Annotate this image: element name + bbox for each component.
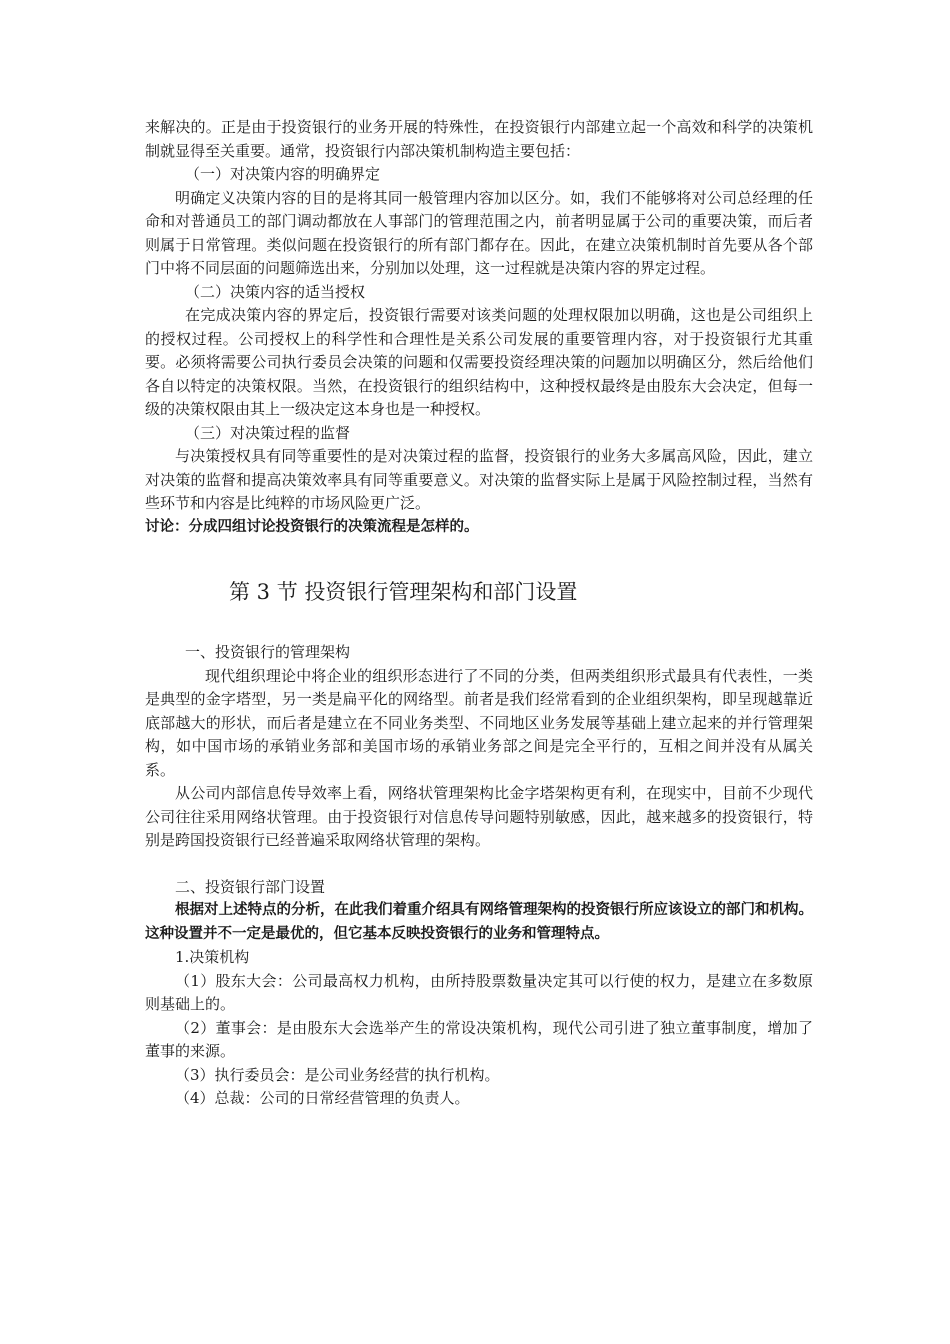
list-item-executive-committee: （3）执行委员会：是公司业务经营的执行机构。 xyxy=(175,1065,500,1084)
section-heading-departments: 二、投资银行部门设置 xyxy=(175,877,326,896)
subheading-1: （一）对决策内容的明确界定 xyxy=(185,165,381,183)
paragraph-departments-intro: 根据对上述特点的分析，在此我们着重介绍具有网络管理架构的投资银行所应该设立的部门和机构。这种设置并不一定是最优的，但它基本反映投资银行的业务和管理特点。 xyxy=(145,902,813,942)
paragraph-org-theory: 现代组织理论中将企业的组织形态进行了不同的分类，但两类组织形式最具有代表性，一类是典型的金字塔型，另一类是扁平化的网络型。前者是我们经常看到的企业组织架构，即呈现越靠近底部越大的形状，而后者是建立在不同业务类型、不同地区业务发展等基础上建立起来的并行管理架构，如中国市场的承销业务部和美国市场的承销业务部之间是完全平行的，互相之间并没有从属关系。 xyxy=(145,666,813,779)
subheading-2: （二）决策内容的适当授权 xyxy=(185,282,366,301)
paragraph-supervision: 与决策授权具有同等重要性的是对决策过程的监督，投资银行的业务大多属高风险，因此，建立对决策的监督和提高决策效率具有同等重要意义。对决策的监督实际上是属于风险控制过程，当然有些环节和内容是比纯粹的市场风险更广泛。 xyxy=(145,447,813,512)
section-heading-architecture: 一、投资银行的管理架构 xyxy=(185,643,351,661)
list-heading-decision-bodies: 1.决策机构 xyxy=(175,948,250,966)
subheading-3: （三）对决策过程的监督 xyxy=(185,423,351,442)
paragraph-network-structure: 从公司内部信息传导效率上看，网络状管理架构比金字塔架构更有利，在现实中，目前不少现代公司往往采用网络状管理。由于投资银行对信息传导问题特别敏感，因此，越来越多的投资银行，特别是跨国投资银行已经普遍采取网络状管理的架构。 xyxy=(145,784,813,849)
section-title: 第 3 节 投资银行管理架构和部门设置 xyxy=(229,580,578,604)
list-item-shareholders: （1）股东大会：公司最高权力机构，由所持股票数量决定其可以行使的权力，是建立在多数原则基础上的。 xyxy=(145,971,813,1013)
paragraph-definition: 明确定义决策内容的目的是将其同一般管理内容加以区分。如，我们不能够将对公司总经理的任命和对普通员工的部门调动都放在人事部门的管理范围之内，前者明显属于公司的重要决策，而后者则属于日常管理。类似问题在投资银行的所有部门都存在。因此，在建立决策机制时首先要从各个部门中将不同层面的问题筛选出来，分别加以处理，这一过程就是决策内容的界定过程。 xyxy=(145,188,813,277)
discussion-prompt: 讨论：分成四组讨论投资银行的决策流程是怎样的。 xyxy=(145,518,479,535)
paragraph-authorization: 在完成决策内容的界定后，投资银行需要对该类问题的处理权限加以明确，这也是公司组织上的授权过程。公司授权上的科学性和合理性是关系公司发展的重要管理内容，对于投资银行尤其重要。必须将需要公司执行委员会决策的问题和仅需要投资经理决策的问题加以明确区分，然后给他们各自以特定的决策权限。当然，在投资银行的组织结构中，这种授权最终是由股东大会决定，但每一级的决策权限由其上一级决定这本身也是一种授权。 xyxy=(145,306,813,418)
document-page xyxy=(145,116,813,1111)
list-item-board: （2）董事会：是由股东大会选举产生的常设决策机构，现代公司引进了独立董事制度，增加了董事的来源。 xyxy=(145,1018,813,1060)
paragraph-intro: 来解决的。正是由于投资银行的业务开展的特殊性，在投资银行内部建立起一个高效和科学的决策机制就显得至关重要。通常，投资银行内部决策机制构造主要包括： xyxy=(145,118,813,160)
list-item-president: （4）总裁：公司的日常经营管理的负责人。 xyxy=(175,1089,470,1107)
